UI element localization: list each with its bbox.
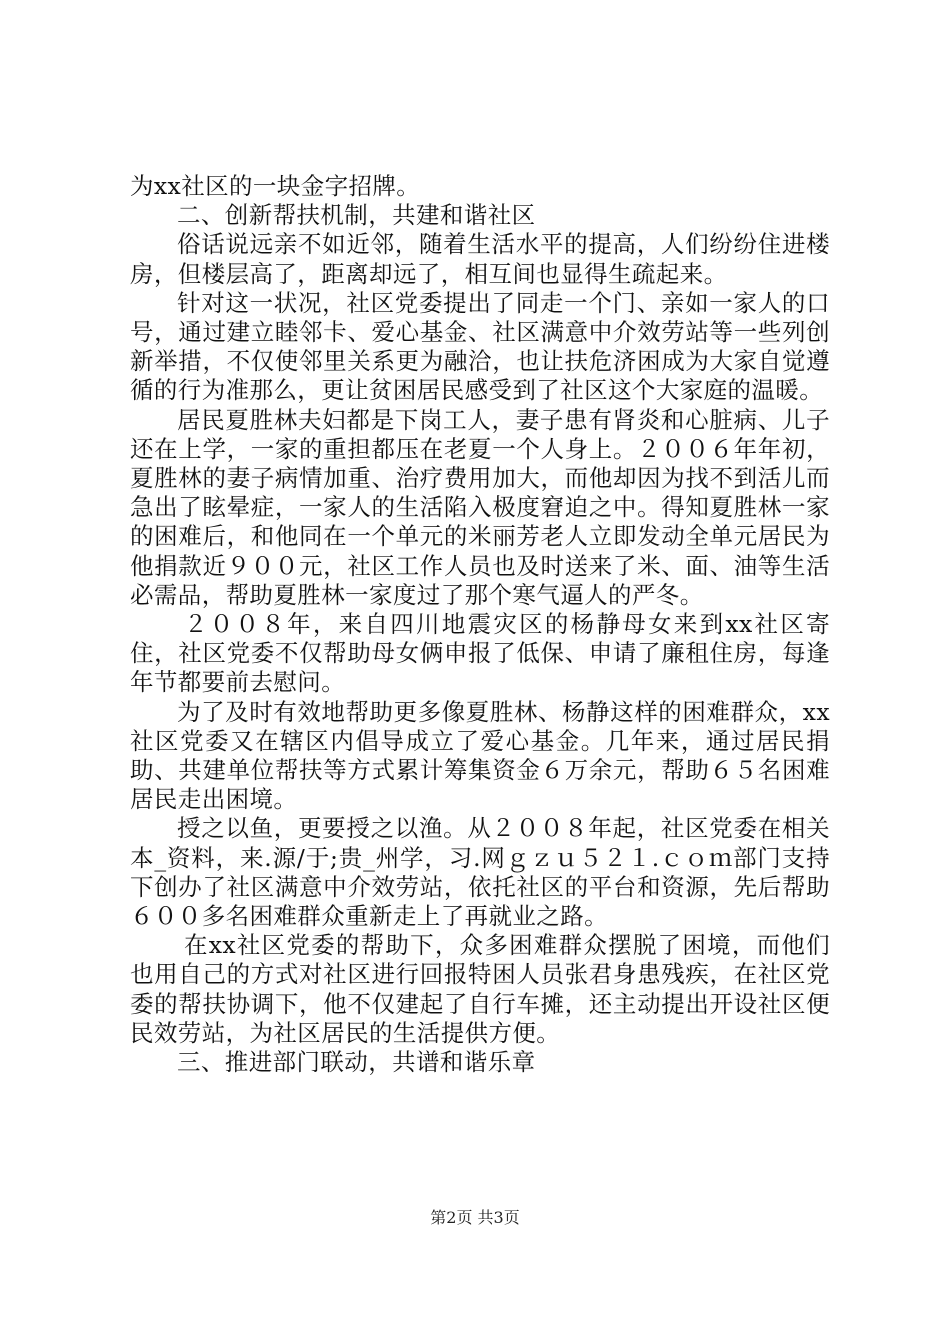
paragraph: 居民夏胜林夫妇都是下岗工人，妻子患有肾炎和心脏病、儿子还在上学，一家的重担都压在老夏一个人身上。２００６年年初，夏胜林的妻子病情加重、治疗费用加大，而他却因为找不到活儿而急出了眩晕症，一家人的生活陷入极度窘迫之中。得知夏胜林一家的困难后，和他同在一个单元的米丽芳老人立即发动全单元居民为他捐款近９００元，社区工作人员也及时送来了米、面、油等生活必需品，帮助夏胜林一家度过了那个寒气逼人的严冬。 [130,405,830,609]
paragraph: ２００８年，来自四川地震灾区的杨静母女来到xx社区寄住，社区党委不仅帮助母女俩申报了低保、申请了廉租住房，每逢年节都要前去慰问。 [130,610,830,697]
section-heading-3: 三、推进部门联动，共谱和谐乐章 [177,1048,536,1077]
paragraph: 为了及时有效地帮助更多像夏胜林、杨静这样的困难群众，xx社区党委又在辖区内倡导成立了爱心基金。几年来，通过居民捐助、共建单位帮扶等方式累计筹集资金６万余元，帮助６５名困难居民走出困境。 [130,697,830,814]
paragraph: 授之以鱼，更要授之以渔。从２００８年起，社区党委在相关本_资料，来.源/于;贵_州学，习.网ｇｚｕ５２１.ｃｏｍ部门支持下创办了社区满意中介效劳站，依托社区的平台和资源，先后帮助６００多名困难群众重新走上了再就业之路。 [130,814,830,931]
section-heading-2: 二、创新帮扶机制，共建和谐社区 [177,201,536,230]
paragraph: 针对这一状况，社区党委提出了同走一个门、亲如一家人的口号，通过建立睦邻卡、爱心基金、社区满意中介效劳站等一些列创新举措，不仅使邻里关系更为融洽，也让扶危济困成为大家自觉遵循的行为准那么，更让贫困居民感受到了社区这个大家庭的温暖。 [130,288,830,405]
document-body [130,172,830,1077]
paragraph-continuation: 为xx社区的一块金字招牌。 [130,172,421,200]
page-number-footer: 第2页 共3页 [430,1208,520,1227]
paragraph: 俗话说远亲不如近邻，随着生活水平的提高，人们纷纷住进楼房，但楼层高了，距离却远了，相互间也显得生疏起来。 [130,230,830,288]
paragraph: 在xx社区党委的帮助下，众多困难群众摆脱了困境，而他们也用自己的方式对社区进行回报特困人员张君身患残疾，在社区党委的帮扶协调下，他不仅建起了自行车摊，还主动提出开设社区便民效劳站，为社区居民的生活提供方便。 [130,931,830,1047]
